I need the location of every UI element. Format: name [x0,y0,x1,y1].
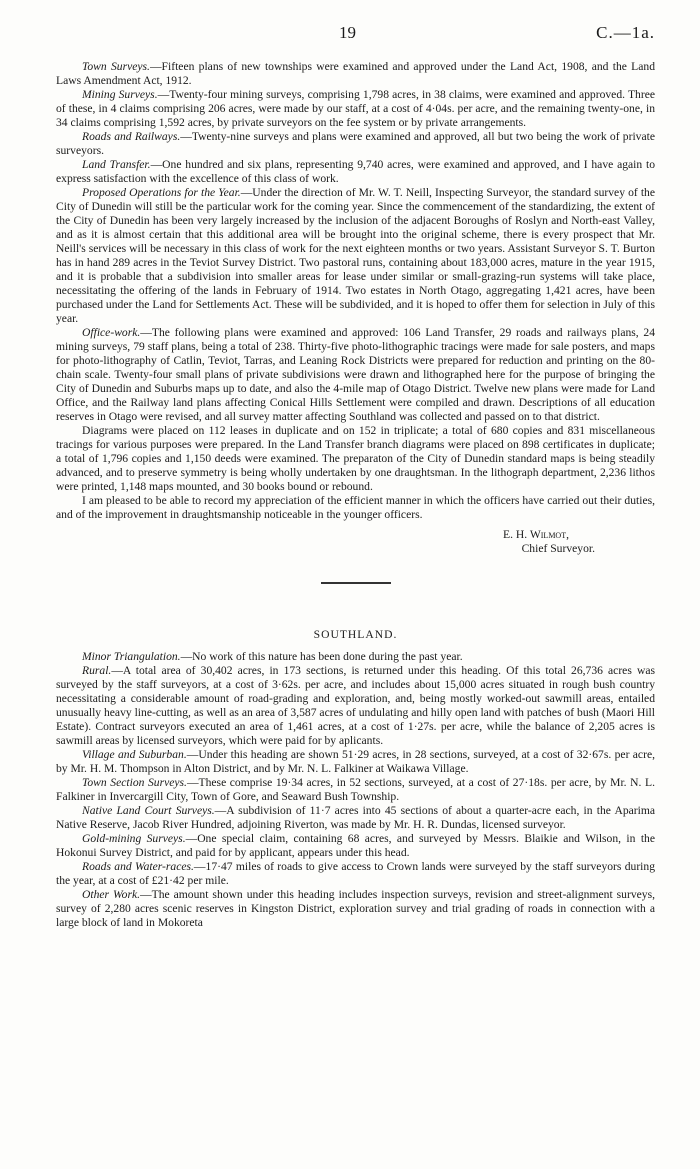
paragraph-text: —One hundred and six plans, representing 9,740 acres, were examined and approved, and I have again to express satisfaction with the excellence of this class of work. [56,158,655,185]
paragraph-text: —Under the direction of Mr. W. T. Neill, Inspecting Surveyor, the standard survey of the City of Dunedin will still be the particular work for the coming year. Since the commencement of the standardizing, the extent of the City of Dunedin has been very largely increased by the inclusion of the adjacent Boroughs of Roslyn and North-east Valley, and as it is almost certain that this additional area will be brought into the original scheme, there is every prospect that Mr. Neill's services will be necessary in this class of work for the next eighteen months or two years. Assistant Surveyor S. T. Burton has in hand 289 acres in the Teviot Survey District. Two pastoral runs, containing about 183,000 acres, mature in the year 1915, and it is probable that a subdivision into smaller areas for lease under similar or small-grazing-run systems will take place, necessitating the offering of the lands in February of 1914. Two estates in North Otago, aggregating 1,421 acres, have been purchased under the Land for Settlements Act. These will be subdivided, and it is hoped to offer them for selection in July of this year. [56,186,655,325]
paragraph-heading: Office-work. [82,326,141,339]
paragraph-heading: Mining Surveys. [82,88,158,101]
paragraph [56,186,655,326]
otago-section [56,60,655,556]
paragraph-heading: Town Surveys. [82,60,150,73]
southland-section [56,628,655,930]
paragraph [56,650,655,664]
paragraph [56,748,655,776]
paragraph-text: —Twenty-nine surveys and plans were examined and approved, all but two being the work of private surveyors. [56,130,655,157]
document-reference: C.—1a. [596,23,655,42]
paragraph-heading: Roads and Water-races. [82,860,194,873]
section-divider [321,582,391,584]
paragraph-text: —No work of this nature has been done during the past year. [180,650,463,663]
page-header [56,23,655,60]
paragraph-text: —A subdivision of 11·7 acres into 45 sections of about a quarter-acre each, in the Aparima Native Reserve, Jacob River Hundred, adjoining Riverton, was made by Mr. H. R. Dundas, licensed surveyor. [56,804,656,831]
paragraph-heading: Rural. [82,664,112,677]
paragraph [56,832,655,860]
paragraph-heading: Gold-mining Surveys. [82,832,186,845]
paragraph-text: —17·47 miles of roads to give access to Crown lands were surveyed by the staff surveyors during the year, at a cost of £21·42 per mile. [56,860,655,887]
section-title: SOUTHLAND. [313,628,398,641]
paragraph-heading: Roads and Railways. [82,130,181,143]
paragraph-text: —A total area of 30,402 acres, in 173 sections, is returned under this heading. Of this total 26,736 acres was surveyed by the staff surveyors, at a cost of 3·62s. per acre, and includes about 15,000 acres situated in rough bush country necessitating a considerable amount of road-grading and exploration, and, being mostly worked-out sawmill areas, entailed unusually heavy line-cutting, as well as an area of 3,587 acres of undulating and hilly open land with patches of bush (Maori Hill Estate). Contract surveyors executed an area of 1,461 acres, at a cost of 1·27s. per acre, while the balance of 2,205 acres is sawmill areas by licensed surveyors, which were paid for by aplicants. [56,664,655,747]
paragraph [56,130,655,158]
paragraph [56,424,655,494]
paragraph [56,88,655,130]
paragraph-text: —Fifteen plans of new townships were examined and approved under the Land Act, 1908, and the Land Laws Amendment Act, 1912. [56,60,655,87]
paragraph [56,494,655,522]
paragraph [56,60,655,88]
signature-block [56,528,655,556]
paragraph [56,888,655,930]
paragraph-text: —The following plans were examined and approved: 106 Land Transfer, 29 roads and railways plans, 24 mining surveys, 79 staff plans, being a total of 238. Thirty-five photo-lithographic tracings were made for sale posters, and maps for photo-lithography of Catlin, Teviot, Tarras, and Leaning Rock Districts were prepared for reduction and printing on the 80-chain scale. Twenty-four small plans of private subdivisions were drawn and lithographed here for the purpose of bringing the City of Dunedin and Suburbs maps up to date, and also the 4-mile map of Otago District. Twelve new plans were made for Land Office, and the Railway land plans affecting Conical Hills Settlement were compiled and drawn. Descriptions of all education reserves in Otago were revised, and all survey matter affecting Southland was collected and passed on to that district. [56,326,655,423]
paragraph [56,776,655,804]
paragraph-text: —Twenty-four mining surveys, comprising 1,798 acres, in 38 claims, were examined and approved. Three of these, in 4 claims comprising 206 acres, were made by our staff, at a cost of 4·04s. per acre, and the remaining twenty-one, in 34 claims comprising 1,592 acres, by private surveyors on the fee system or by private arrangements. [56,88,655,129]
document-page [56,23,656,930]
paragraph-text: —The amount shown under this heading includes inspection surveys, revision and street-alignment surveys, survey of 2,280 acres scenic reserves in Kingston District, exploration survey and trial grading of roads in connection with a large block of land in Mokoreta [56,888,655,929]
paragraph-heading: Other Work. [82,888,141,901]
paragraph-text: I am pleased to be able to record my appreciation of the efficient manner in which the officers have carried out their duties, and of the improvement in draughtsmanship noticeable in the younger officers. [56,494,655,521]
signatory-name: E. H. Wilmot, [502,528,569,541]
paragraph-heading: Land Transfer. [82,158,151,171]
paragraph-text: —These comprise 19·34 acres, in 52 sections, surveyed, at a cost of 27·18s. per acre, by Mr. N. L. Falkiner in Invercargill City, Town of Gore, and Seaward Bush Township. [56,776,655,803]
paragraph-heading: Native Land Court Surveys. [82,804,215,817]
paragraph [56,860,655,888]
paragraph [56,158,655,186]
paragraph [56,664,655,748]
paragraph-heading: Village and Suburban. [82,748,187,761]
paragraph-heading: Minor Triangulation. [82,650,181,663]
paragraph-text: Diagrams were placed on 112 leases in duplicate and on 152 in triplicate; a total of 680 copies and 831 miscellaneous tracings for various purposes were prepared. In the Land Transfer branch diagrams were placed on 898 certificates in duplicate; a total of 1,796 copies and 1,150 deeds were examined. The preparaton of the City of Dunedin standard maps is being steadily advanced, and to preserve symmetry is being wholly undertaken by one draughtsman. In the lithograph department, 2,236 lithos were printed, 1,148 maps mounted, and 30 books bound or rebound. [56,424,655,493]
paragraph-text: —Under this heading are shown 51·29 acres, in 28 sections, surveyed, at a cost of 32·67s. per acre, by Mr. H. M. Thompson in Alton District, and by Mr. N. L. Falkiner at Waikawa Village. [56,748,655,775]
page-number: 19 [339,23,356,42]
paragraph [56,804,655,832]
paragraph-heading: Proposed Operations for the Year. [82,186,241,199]
signatory-title: Chief Surveyor. [521,542,595,555]
paragraph-text: —One special claim, containing 68 acres, and surveyed by Messrs. Blaikie and Wilson, in the Hokonui Survey District, and paid for by applicant, appears under this head. [56,832,655,859]
paragraph [56,326,655,424]
paragraph-heading: Town Section Surveys. [82,776,187,789]
